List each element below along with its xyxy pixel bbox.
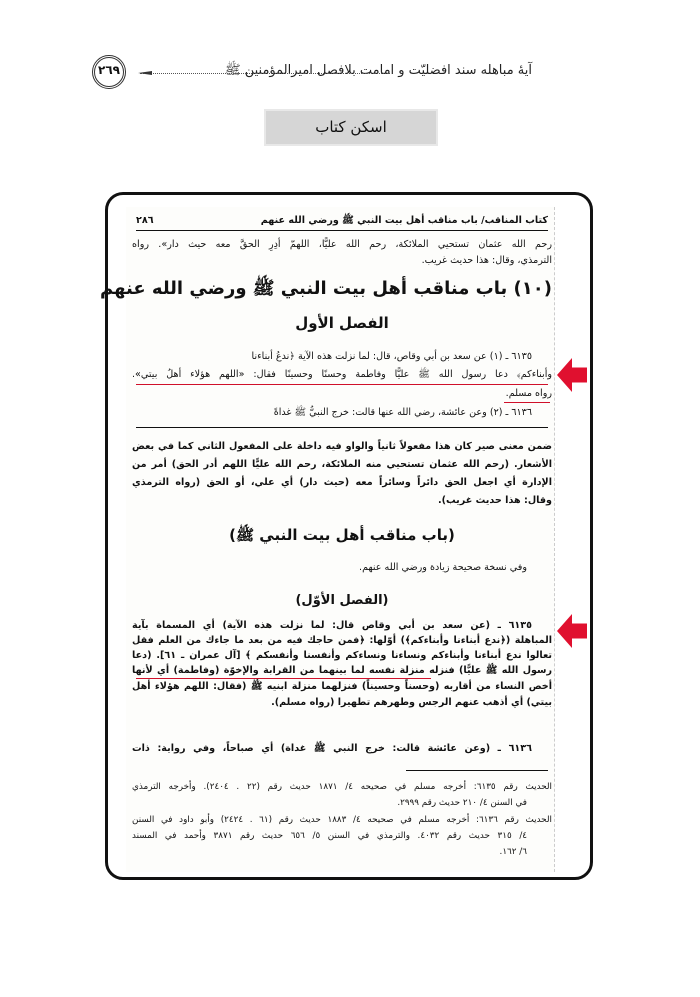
footnote-divider — [406, 770, 548, 771]
commentary-line: الإدارة أي اجعل الحق دائراً وسائراً معه (حيث دار) أي علي، أو الحق (رواه الترمذي — [132, 477, 552, 488]
footnote-line: ٦/ ١٦٢. — [499, 847, 527, 857]
hadith-line: ٦١٣٥ ـ (١) عن سعد بن أبي وقاص، قال: لما نزلت هذه الآية ﴿ندعُ أبناءنا — [251, 351, 532, 362]
page-number-medallion — [88, 53, 132, 91]
commentary-line: وقال: هذا حديث غريب). — [437, 495, 552, 506]
section-title: الفصل الأول — [295, 314, 389, 332]
text-line: رحم الله عثمان تستحيي الملائكة، رحم الله عليًّا، اللهمّ أدِرِ الحقَّ معه حيث دار». رواه — [132, 239, 552, 250]
hadith-line: وأبناءكم﴾ دعا رسول الله ﷺ عليًّا وفاطمة وحسنًا وحسينًا فقال: «اللهم هؤلاء أهلُ بيتي». — [132, 369, 552, 380]
red-arrow-icon — [557, 614, 587, 648]
commentary-hadith-line: المباهلة (﴿ندع أبناءنا وأبناءكم﴾) أوّلها: ﴿فمن حاجك فيه من بعد ما جاءك من العلم فقل — [132, 635, 552, 646]
running-head: كتاب المناقب/ باب مناقب أهل بيت النبي ﷺ ورضي الله عنهم — [260, 215, 548, 226]
commentary-hadith-line: ٦١٣٥ ـ (عن سعد بن أبي وقاص قال: لما نزلت هذه الآية) أي المسماة بآية — [132, 620, 532, 631]
commentary-hadith-line: أخص النساء من أقاربه (وحسناً وحسيناً) فنزلهما منزلة ابنيه ﷺ (فقال: اللهم هؤلاء أهل — [132, 681, 552, 692]
commentary-line: ضمن معنى صير كان هذا مفعولاً ثانياً والواو فيه داخلة على المفعول الثاني كما في بعض — [132, 441, 552, 452]
red-underline — [504, 402, 550, 403]
page-header-title: آيۀ مباهله سند افضليّت و امامت بلافصل اميرالمؤمنين ﷺ — [224, 63, 532, 78]
commentary-hadith-line: رسول الله ﷺ عليًّا) فنزله منزلة نفسه لما بينهما من القرابة والإخوّة (وفاطمة) أي لأنها — [132, 665, 552, 676]
scan-banner: اسکن کتاب — [266, 111, 436, 144]
scan-page-number: ٢٨٦ — [136, 215, 154, 226]
commentary-divider — [136, 427, 548, 428]
footnote-line: الحديث رقم ٦١٣٥: أخرجه مسلم في صحيحه ٤/ ١٨٧١ حديث رقم (٢٢ . ٢٤٠٤). وأخرجه الترمذي — [132, 782, 552, 792]
commentary-hadith-line: ٦١٣٦ ـ (وعن عائشة قالت: خرج النبي ﷺ غداة) أي صباحاً، وفي رواية: ذات — [132, 743, 532, 754]
book-scan — [100, 207, 555, 872]
text-line: الترمذي، وقال: هذا حديث غريب. — [421, 255, 552, 266]
commentary-note: وفي نسخة صحيحة زيادة ورضي الله عنهم. — [359, 562, 527, 573]
running-head-rule — [136, 230, 548, 231]
page-number: ٢٦٩ — [98, 63, 120, 77]
header-divider — [140, 73, 390, 74]
commentary-hadith-line: بيتي) أي أذهب عنهم الرجس وطهرهم تطهيرا (رواه مسلم). — [271, 697, 552, 708]
commentary-hadith-line: تعالوا ندع أبناءنا وأبناءكم ونساءنا ونساءكم وأنفسنا وأنفسكم ﴾ [آل عمران ـ ٦١]. (دعا — [132, 650, 553, 661]
commentary-chapter-title: (باب مناقب أهل بيت النبي ﷺ) — [229, 526, 455, 544]
commentary-line: الأشعار. (رحم الله عثمان تستحيي منه الملائكة، رحم الله عليًّا اللهم أدر الحق) أمر من — [132, 459, 552, 470]
chapter-title: (١٠) باب مناقب أهل بيت النبي ﷺ ورضي الله عنهم — [100, 278, 552, 299]
footnote-line: ٤/ ٣١٥ حديث رقم ٤٠٣٢. والترمذي في السنن ٥/ ٦٥٦ حديث رقم ٣٨٧١ وأحمد في المسند — [132, 831, 528, 841]
commentary-section-title: (الفصل الأوّل) — [295, 593, 389, 608]
red-underline — [136, 384, 548, 385]
hadith-line: رواه مسلم. — [505, 388, 552, 399]
book-scan-frame — [100, 192, 593, 880]
header-ornament — [138, 71, 152, 75]
red-arrow-icon — [557, 358, 587, 392]
footnote-line: في السنن ٤/ ٢١٠ حديث رقم ٢٩٩٩. — [397, 798, 527, 808]
hadith-line: ٦١٣٦ ـ (٢) وعن عائشة، رضي الله عنها قالت: خرج النبيُّ ﷺ غداةً — [273, 407, 532, 418]
footnote-line: الحديث رقم ٦١٣٦: أخرجه مسلم في صحيحه ٤/ ١٨٨٣ حديث رقم (٦١ . ٢٤٢٤) وأبو داود في السنن — [132, 815, 552, 825]
red-underline — [136, 678, 431, 679]
